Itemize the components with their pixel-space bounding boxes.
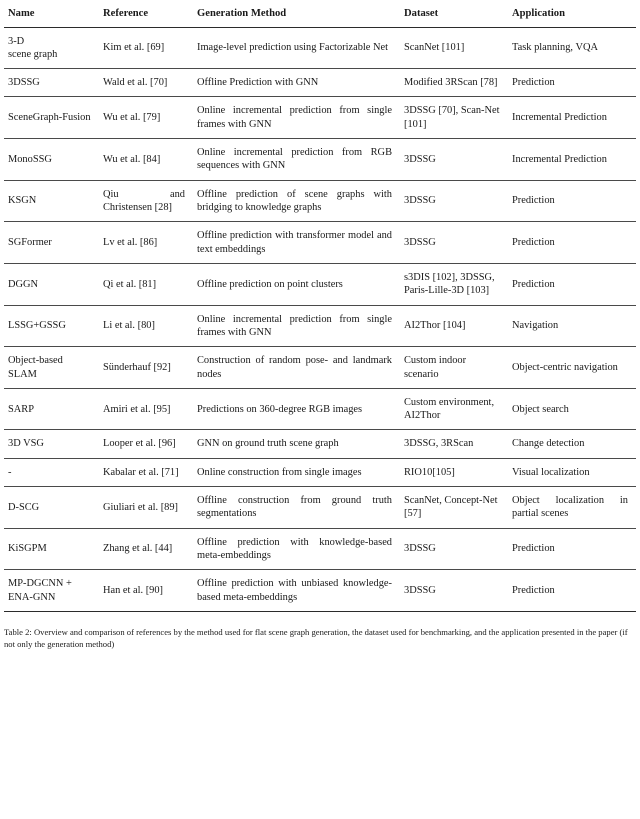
cell-reference: Giuliari et al. [89]	[99, 487, 193, 529]
cell-application: Visual localization	[508, 458, 636, 486]
cell-method: Offline prediction with transformer model and text embeddings	[193, 222, 400, 264]
cell-reference: Han et al. [90]	[99, 570, 193, 612]
cell-reference: Kim et al. [69]	[99, 27, 193, 69]
column-header-generation-method: Generation Method	[193, 0, 400, 27]
cell-dataset: 3DSSG, 3RScan	[400, 430, 508, 458]
cell-reference: Wu et al. [84]	[99, 139, 193, 181]
column-header-reference: Reference	[99, 0, 193, 27]
cell-reference: Li et al. [80]	[99, 305, 193, 347]
cell-method: Construction of random pose- and landmark nodes	[193, 347, 400, 389]
table-row	[4, 263, 636, 305]
cell-dataset: 3DSSG	[400, 528, 508, 570]
cell-method: Image-level prediction using Factorizable Net	[193, 27, 400, 69]
table-row	[4, 139, 636, 181]
table-caption: Table 2: Overview and comparison of references by the method used for flat scene graph generation, the dataset used for benchmarking, and the application presented in the paper (if not only the generation method)	[4, 626, 628, 650]
table-row	[4, 458, 636, 486]
cell-dataset: s3DIS [102], 3DSSG, Paris-Lille-3D [103]	[400, 263, 508, 305]
cell-method: Offline prediction of scene graphs with bridging to knowledge graphs	[193, 180, 400, 222]
column-header-name: Name	[4, 0, 99, 27]
cell-name: Object-based SLAM	[4, 347, 99, 389]
cell-name: LSSG+GSSG	[4, 305, 99, 347]
comparison-table	[4, 0, 636, 612]
cell-application: Incremental Prediction	[508, 97, 636, 139]
table-row	[4, 528, 636, 570]
cell-application: Navigation	[508, 305, 636, 347]
cell-method: Offline prediction with knowledge-based meta-embeddings	[193, 528, 400, 570]
cell-dataset: 3DSSG	[400, 139, 508, 181]
cell-name: SceneGraph-Fusion	[4, 97, 99, 139]
cell-method: Online construction from single images	[193, 458, 400, 486]
cell-application: Change detection	[508, 430, 636, 458]
cell-reference: Lv et al. [86]	[99, 222, 193, 264]
cell-application: Prediction	[508, 263, 636, 305]
cell-name: KiSGPM	[4, 528, 99, 570]
cell-dataset: Custom environment, AI2Thor	[400, 388, 508, 430]
cell-reference: Wu et al. [79]	[99, 97, 193, 139]
cell-name: SGFormer	[4, 222, 99, 264]
column-header-application: Application	[508, 0, 636, 27]
table-row	[4, 347, 636, 389]
cell-application: Prediction	[508, 69, 636, 97]
cell-application: Object search	[508, 388, 636, 430]
cell-method: Online incremental prediction from single frames with GNN	[193, 305, 400, 347]
cell-method: Offline construction from ground truth segmentations	[193, 487, 400, 529]
cell-reference: Kabalar et al. [71]	[99, 458, 193, 486]
cell-dataset: 3DSSG	[400, 180, 508, 222]
cell-application: Prediction	[508, 528, 636, 570]
table-header-row	[4, 0, 636, 27]
table-body	[4, 27, 636, 611]
cell-name: 3DSSG	[4, 69, 99, 97]
cell-reference: Zhang et al. [44]	[99, 528, 193, 570]
cell-application: Prediction	[508, 222, 636, 264]
cell-name: MP-DGCNN + ENA-GNN	[4, 570, 99, 612]
cell-name: SARP	[4, 388, 99, 430]
cell-dataset: 3DSSG [70], Scan-Net [101]	[400, 97, 508, 139]
table-row	[4, 180, 636, 222]
table-row	[4, 430, 636, 458]
cell-dataset: RIO10[105]	[400, 458, 508, 486]
cell-application: Prediction	[508, 180, 636, 222]
cell-reference: Qiu and Christensen [28]	[99, 180, 193, 222]
cell-name: D-SCG	[4, 487, 99, 529]
cell-method: GNN on ground truth scene graph	[193, 430, 400, 458]
cell-reference: Amiri et al. [95]	[99, 388, 193, 430]
table-row	[4, 570, 636, 612]
table-header	[4, 0, 636, 27]
cell-dataset: AI2Thor [104]	[400, 305, 508, 347]
table-row	[4, 27, 636, 69]
cell-name: 3D VSG	[4, 430, 99, 458]
cell-name: MonoSSG	[4, 139, 99, 181]
table-row	[4, 305, 636, 347]
cell-reference: Qi et al. [81]	[99, 263, 193, 305]
column-header-dataset: Dataset	[400, 0, 508, 27]
cell-reference: Looper et al. [96]	[99, 430, 193, 458]
cell-dataset: ScanNet, Concept-Net [57]	[400, 487, 508, 529]
table-row	[4, 97, 636, 139]
cell-name: -	[4, 458, 99, 486]
table-row	[4, 388, 636, 430]
cell-name: KSGN	[4, 180, 99, 222]
cell-method: Predictions on 360-degree RGB images	[193, 388, 400, 430]
cell-line: 3-D	[8, 35, 25, 47]
cell-dataset: Modified 3RScan [78]	[400, 69, 508, 97]
table-row	[4, 222, 636, 264]
cell-reference: Wald et al. [70]	[99, 69, 193, 97]
cell-method: Offline prediction on point clusters	[193, 263, 400, 305]
cell-application: Task planning, VQA	[508, 27, 636, 69]
table-row	[4, 69, 636, 97]
cell-name	[4, 27, 99, 69]
cell-reference: Sünderhauf [92]	[99, 347, 193, 389]
cell-name: DGGN	[4, 263, 99, 305]
cell-line: scene graph	[8, 48, 58, 60]
cell-method: Offline Prediction with GNN	[193, 69, 400, 97]
cell-method: Online incremental prediction from RGB sequences with GNN	[193, 139, 400, 181]
cell-dataset: ScanNet [101]	[400, 27, 508, 69]
cell-dataset: 3DSSG	[400, 570, 508, 612]
cell-application: Prediction	[508, 570, 636, 612]
cell-dataset: 3DSSG	[400, 222, 508, 264]
table-row	[4, 487, 636, 529]
cell-method: Offline prediction with unbiased knowledge-based meta-embeddings	[193, 570, 400, 612]
cell-application: Object-centric navigation	[508, 347, 636, 389]
cell-application: Incremental Prediction	[508, 139, 636, 181]
cell-method: Online incremental prediction from single frames with GNN	[193, 97, 400, 139]
cell-application: Object localization in partial scenes	[508, 487, 636, 529]
cell-dataset: Custom indoor scenario	[400, 347, 508, 389]
